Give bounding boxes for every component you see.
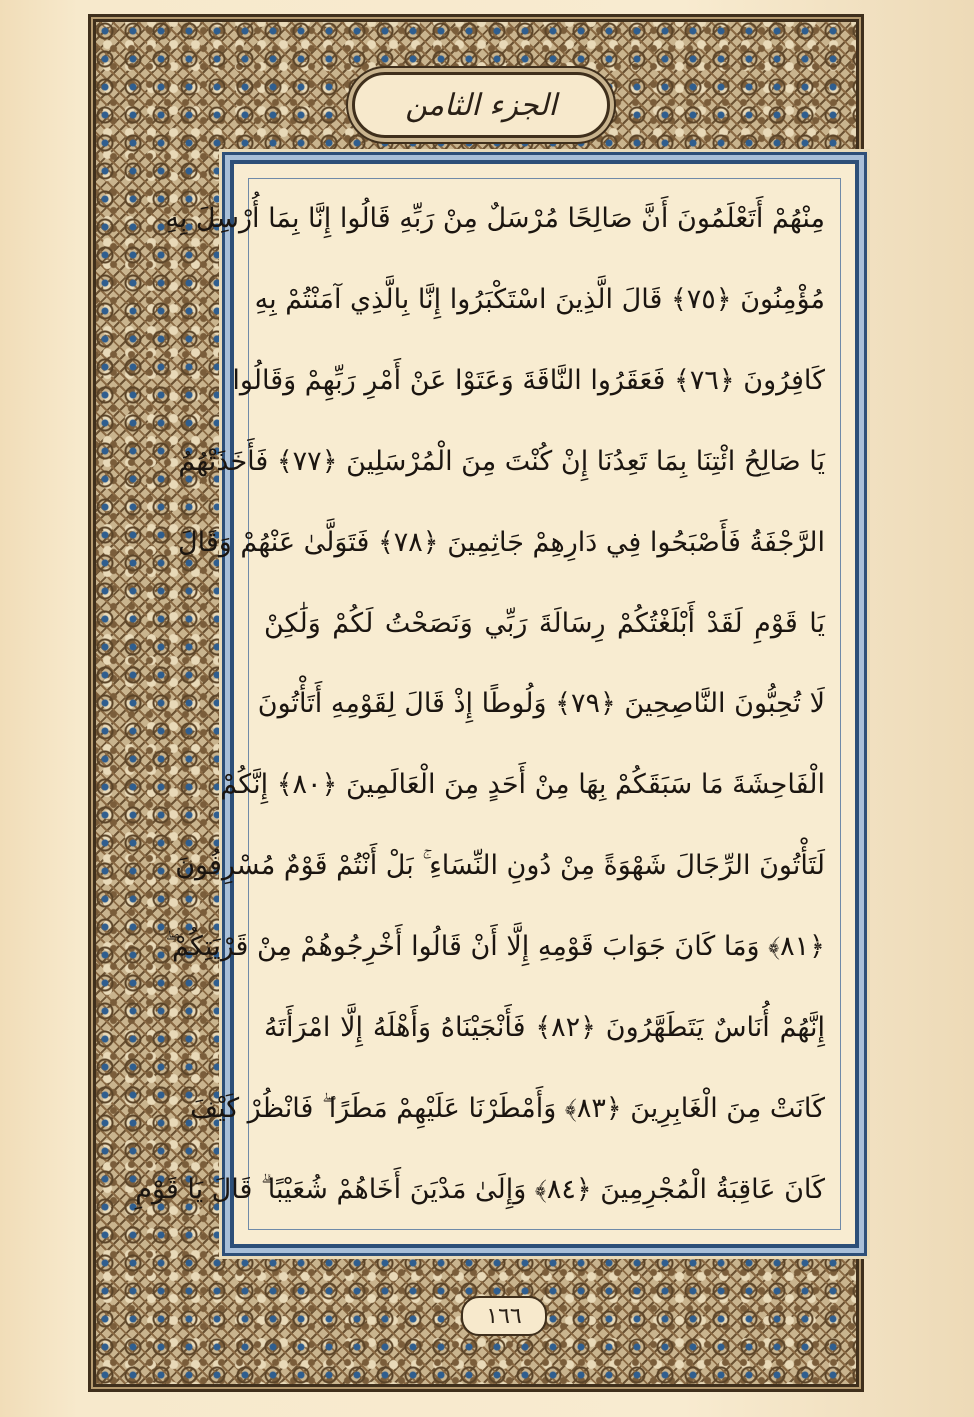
text-line-7: لَا تُحِبُّونَ النَّاصِحِينَ ﴿٧٩﴾ وَلُوطًا إِذْ قَالَ لِقَوْمِهِ أَتَأْتُونَ — [257, 688, 825, 720]
text-panel — [135, 160, 859, 1248]
text-line-1: مِنْهُمْ أَتَعْلَمُونَ أَنَّ صَالِحًا مُرْسَلٌ مِنْ رَبِّهِ قَالُوا إِنَّا بِمَا أُرْسِلَ بِهِ — [165, 203, 825, 234]
page-number: ١٦٦ — [486, 1303, 522, 1329]
juz-title: الجزء الثامن — [405, 87, 557, 123]
text-line-11: إِنَّهُمْ أُنَاسٌ يَتَطَهَّرُونَ ﴿٨٢﴾ فَأَنْجَيْنَاهُ وَأَهْلَهُ إِلَّا امْرَأَتَهُ — [264, 1012, 825, 1044]
text-line-12: كَانَتْ مِنَ الْغَابِرِينَ ﴿٨٣﴾ وَأَمْطَرْنَا عَلَيْهِمْ مَطَرًا ۖ فَانْظُرْ كَيْفَ — [190, 1092, 825, 1124]
text-line-6: يَا قَوْمِ لَقَدْ أَبْلَغْتُكُمْ رِسَالَةَ رَبِّي وَنَصَحْتُ لَكُمْ وَلَٰكِنْ — [264, 607, 825, 639]
text-line-8: الْفَاحِشَةَ مَا سَبَقَكُمْ بِهَا مِنْ أَحَدٍ مِنَ الْعَالَمِينَ ﴿٨٠﴾ إِنَّكُمْ — [220, 769, 825, 801]
juz-header-cartouche — [352, 72, 610, 138]
text-line-4: يَا صَالِحُ ائْتِنَا بِمَا تَعِدُنَا إِنْ كُنْتَ مِنَ الْمُرْسَلِينَ ﴿٧٧﴾ فَأَخَذَتْهُمُ — [178, 445, 825, 477]
text-line-13: كَانَ عَاقِبَةُ الْمُجْرِمِينَ ﴿٨٤﴾ وَإِلَىٰ مَدْيَنَ أَخَاهُمْ شُعَيْبًا ۗ قَالَ يَا قَوْمِ — [135, 1173, 825, 1205]
text-line-5: الرَّجْفَةُ فَأَصْبَحُوا فِي دَارِهِمْ جَاثِمِينَ ﴿٧٨﴾ فَتَوَلَّىٰ عَنْهُمْ وَقَالَ — [178, 526, 825, 558]
text-line-2: مُؤْمِنُونَ ﴿٧٥﴾ قَالَ الَّذِينَ اسْتَكْبَرُوا إِنَّا بِالَّذِي آمَنْتُمْ بِهِ — [254, 283, 825, 315]
verse-lines — [135, 184, 825, 1224]
text-line-9: لَتَأْتُونَ الرِّجَالَ شَهْوَةً مِنْ دُونِ النِّسَاءِ ۚ بَلْ أَنْتُمْ قَوْمٌ مُسْرِفُونَ — [175, 850, 825, 882]
text-line-10: ﴿٨١﴾ وَمَا كَانَ جَوَابَ قَوْمِهِ إِلَّا أَنْ قَالُوا أَخْرِجُوهُمْ مِنْ قَرْيَتِكُمْ ۖ — [165, 931, 825, 963]
text-line-3: كَافِرُونَ ﴿٧٦﴾ فَعَقَرُوا النَّاقَةَ وَعَتَوْا عَنْ أَمْرِ رَبِّهِمْ وَقَالُوا — [232, 364, 825, 396]
page-number-cartouche — [461, 1296, 547, 1336]
